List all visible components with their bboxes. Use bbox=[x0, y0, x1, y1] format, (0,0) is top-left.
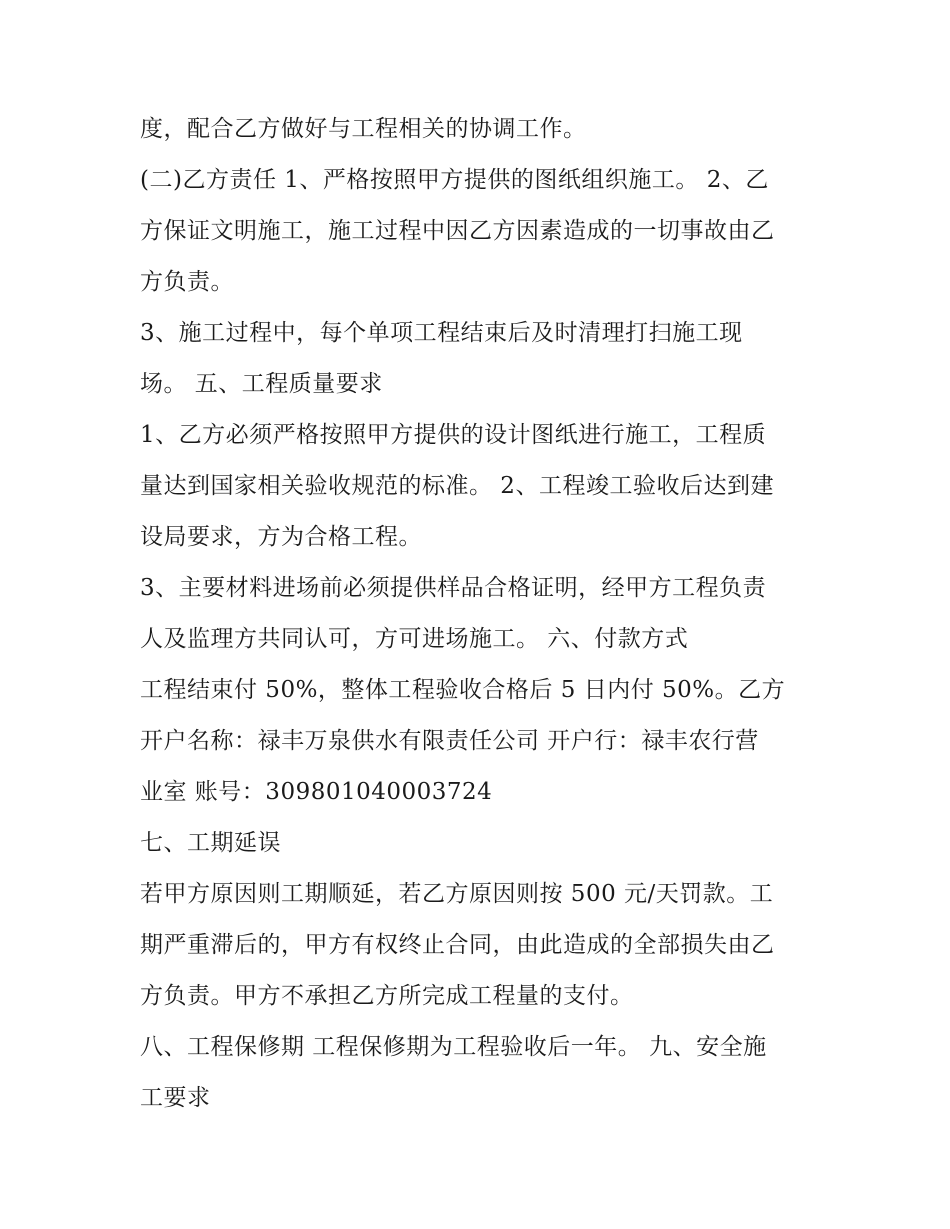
text-line: 期严重滞后的，甲方有权终止合同，由此造成的全部损失由乙 bbox=[140, 932, 775, 958]
text-line: 1、乙方必须严格按照甲方提供的设计图纸进行施工，工程质 bbox=[140, 422, 767, 448]
section-heading-warranty: 八、工程保修期 工程保修期为工程验收后一年。 九、安全施 bbox=[140, 1034, 767, 1060]
text-line: 方负责。甲方不承担乙方所完成工程量的支付。 bbox=[140, 983, 634, 1009]
section-heading-line: 人及监理方共同认可，方可进场施工。 六、付款方式 bbox=[140, 626, 689, 652]
section-heading-delay: 七、工期延误 bbox=[140, 830, 281, 856]
text-line: 度，配合乙方做好与工程相关的协调工作。 bbox=[140, 116, 587, 142]
text-line: 设局要求，方为合格工程。 bbox=[140, 524, 422, 550]
account-name-line: 开户名称：禄丰万泉供水有限责任公司 开户行：禄丰农行营 bbox=[140, 728, 759, 754]
text-line: (二)乙方责任 1、严格按照甲方提供的图纸组织施工。 2、乙 bbox=[140, 167, 769, 193]
text-line: 若甲方原因则工期顺延，若乙方原因则按 500 元/天罚款。工 bbox=[140, 881, 774, 907]
text-line: 方负责。 bbox=[140, 269, 234, 295]
text-line: 方保证文明施工，施工过程中因乙方因素造成的一切事故由乙 bbox=[140, 218, 775, 244]
text-line: 3、施工过程中，每个单项工程结束后及时清理打扫施工现 bbox=[140, 320, 743, 346]
section-heading-line: 场。 五、工程质量要求 bbox=[140, 371, 383, 397]
text-line: 量达到国家相关验收规范的标准。 2、工程竣工验收后达到建 bbox=[140, 473, 774, 499]
contract-text-body bbox=[140, 104, 830, 1124]
account-number-line: 业室 账号：309801040003724 bbox=[140, 779, 493, 805]
text-line: 工要求 bbox=[140, 1085, 211, 1111]
payment-terms-line: 工程结束付 50%，整体工程验收合格后 5 日内付 50%。乙方 bbox=[140, 677, 786, 703]
text-line: 3、主要材料进场前必须提供样品合格证明，经甲方工程负责 bbox=[140, 575, 767, 601]
